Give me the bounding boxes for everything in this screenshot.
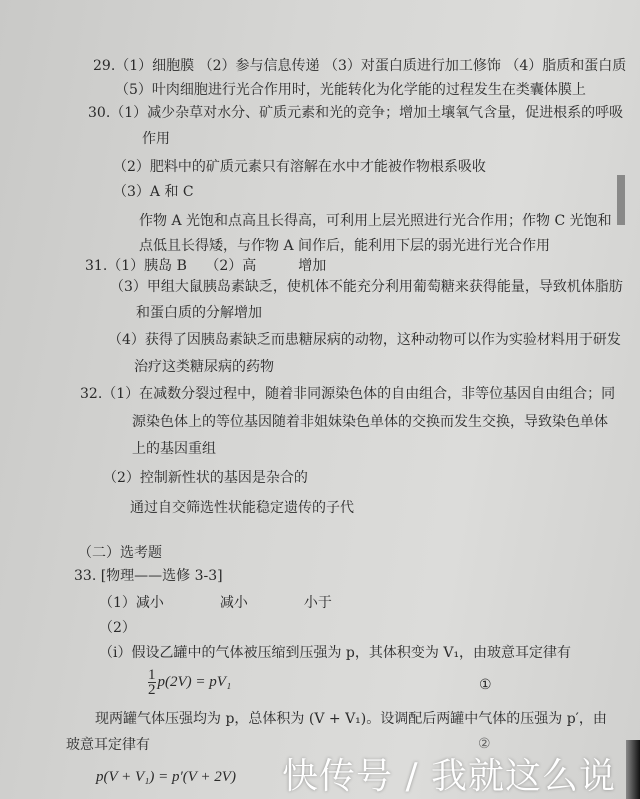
q32-line3: 上的基因重组 (132, 441, 216, 457)
page-edge-shadow (617, 175, 625, 225)
dark-edge (626, 740, 640, 799)
q31-part4-cont: 治疗这类糖尿病的药物 (134, 359, 274, 375)
equation-2: p(V + V₁) = p′(V + 2V) (96, 769, 236, 785)
q33-part2-i: （i）假设乙罐中的气体被压缩到压强为 p，其体积变为 V₁，由玻意耳定律有 (99, 645, 572, 661)
q30-line1: 30.（1）减少杂草对水分、矿质元素和光的竞争；增加土壤氧气含量，促进根系的呼吸 (88, 105, 624, 121)
section-heading: （二）选考题 (78, 545, 162, 561)
fraction-numerator: 1 (148, 667, 156, 683)
q29-line2: （5）叶肉细胞进行光合作用时，光能转化为化学能的过程发生在类囊体膜上 (115, 82, 586, 98)
q33-part1: （1）减小 减小 小于 (99, 595, 332, 611)
q30-part2: （2）肥料中的矿质元素只有溶解在水中才能被作物根系吸收 (113, 159, 486, 175)
q31-line1: 31.（1）胰岛 B （2）高 增加 (85, 258, 327, 274)
q32-line2: 源染色体上的等位基因随着非姐妹染色单体的交换而发生交换，导致染色单体 (132, 414, 608, 430)
q30-part3-exp1: 作物 A 光饱和点高且长得高，可利用上层光照进行光合作用；作物 C 光饱和 (139, 213, 612, 229)
q32-part2: （2）控制新性状的基因是杂合的 (103, 470, 308, 486)
q31-part3-cont: 和蛋白质的分解增加 (136, 305, 262, 321)
q30-part3: （3）A 和 C (113, 184, 194, 200)
q32-part2-cont: 通过自交筛选性状能稳定遗传的子代 (130, 500, 354, 516)
q32-line1: 32.（1）在减数分裂过程中，随着非同源染色体的自由组合，非等位基因自由组合；同 (80, 386, 616, 402)
equation-1-label: ① (479, 677, 492, 693)
q31-part4: （4）获得了因胰岛素缺乏而患糖尿病的动物，这种动物可以作为实验材料用于研发 (108, 332, 621, 348)
q31-part3: （3）甲组大鼠胰岛素缺乏，使机体不能充分利用葡萄糖来获得能量，导致机体脂肪 (110, 279, 623, 295)
equation-1-body: p(2V) = pV₁ (157, 673, 232, 690)
q30-line2: 作用 (142, 131, 170, 147)
watermark: 快传号 / 我就这么说 (282, 756, 617, 797)
q30-part3-exp2: 点低且长得矮，与作物 A 间作后，能利用下层的弱光进行光合作用 (139, 238, 551, 254)
q33-text3: 玻意耳定律有 (66, 737, 150, 753)
fraction-half (148, 668, 156, 697)
q29-line1: 29.（1）细胞膜 （2）参与信息传递 （3）对蛋白质进行加工修饰 （4）脂质和蛋白质 (93, 58, 627, 74)
q33-part2: （2） (99, 620, 136, 636)
equation-2-label: ② (478, 736, 491, 752)
q33-text2: 现两罐气体压强均为 p，总体积为 (V + V₁)。设调配后两罐中气体的压强为 p′，由 (95, 711, 607, 727)
equation-1 (148, 668, 231, 697)
q33-title: 33. [物理——选修 3-3] (74, 568, 223, 584)
fraction-denominator: 2 (148, 682, 156, 698)
